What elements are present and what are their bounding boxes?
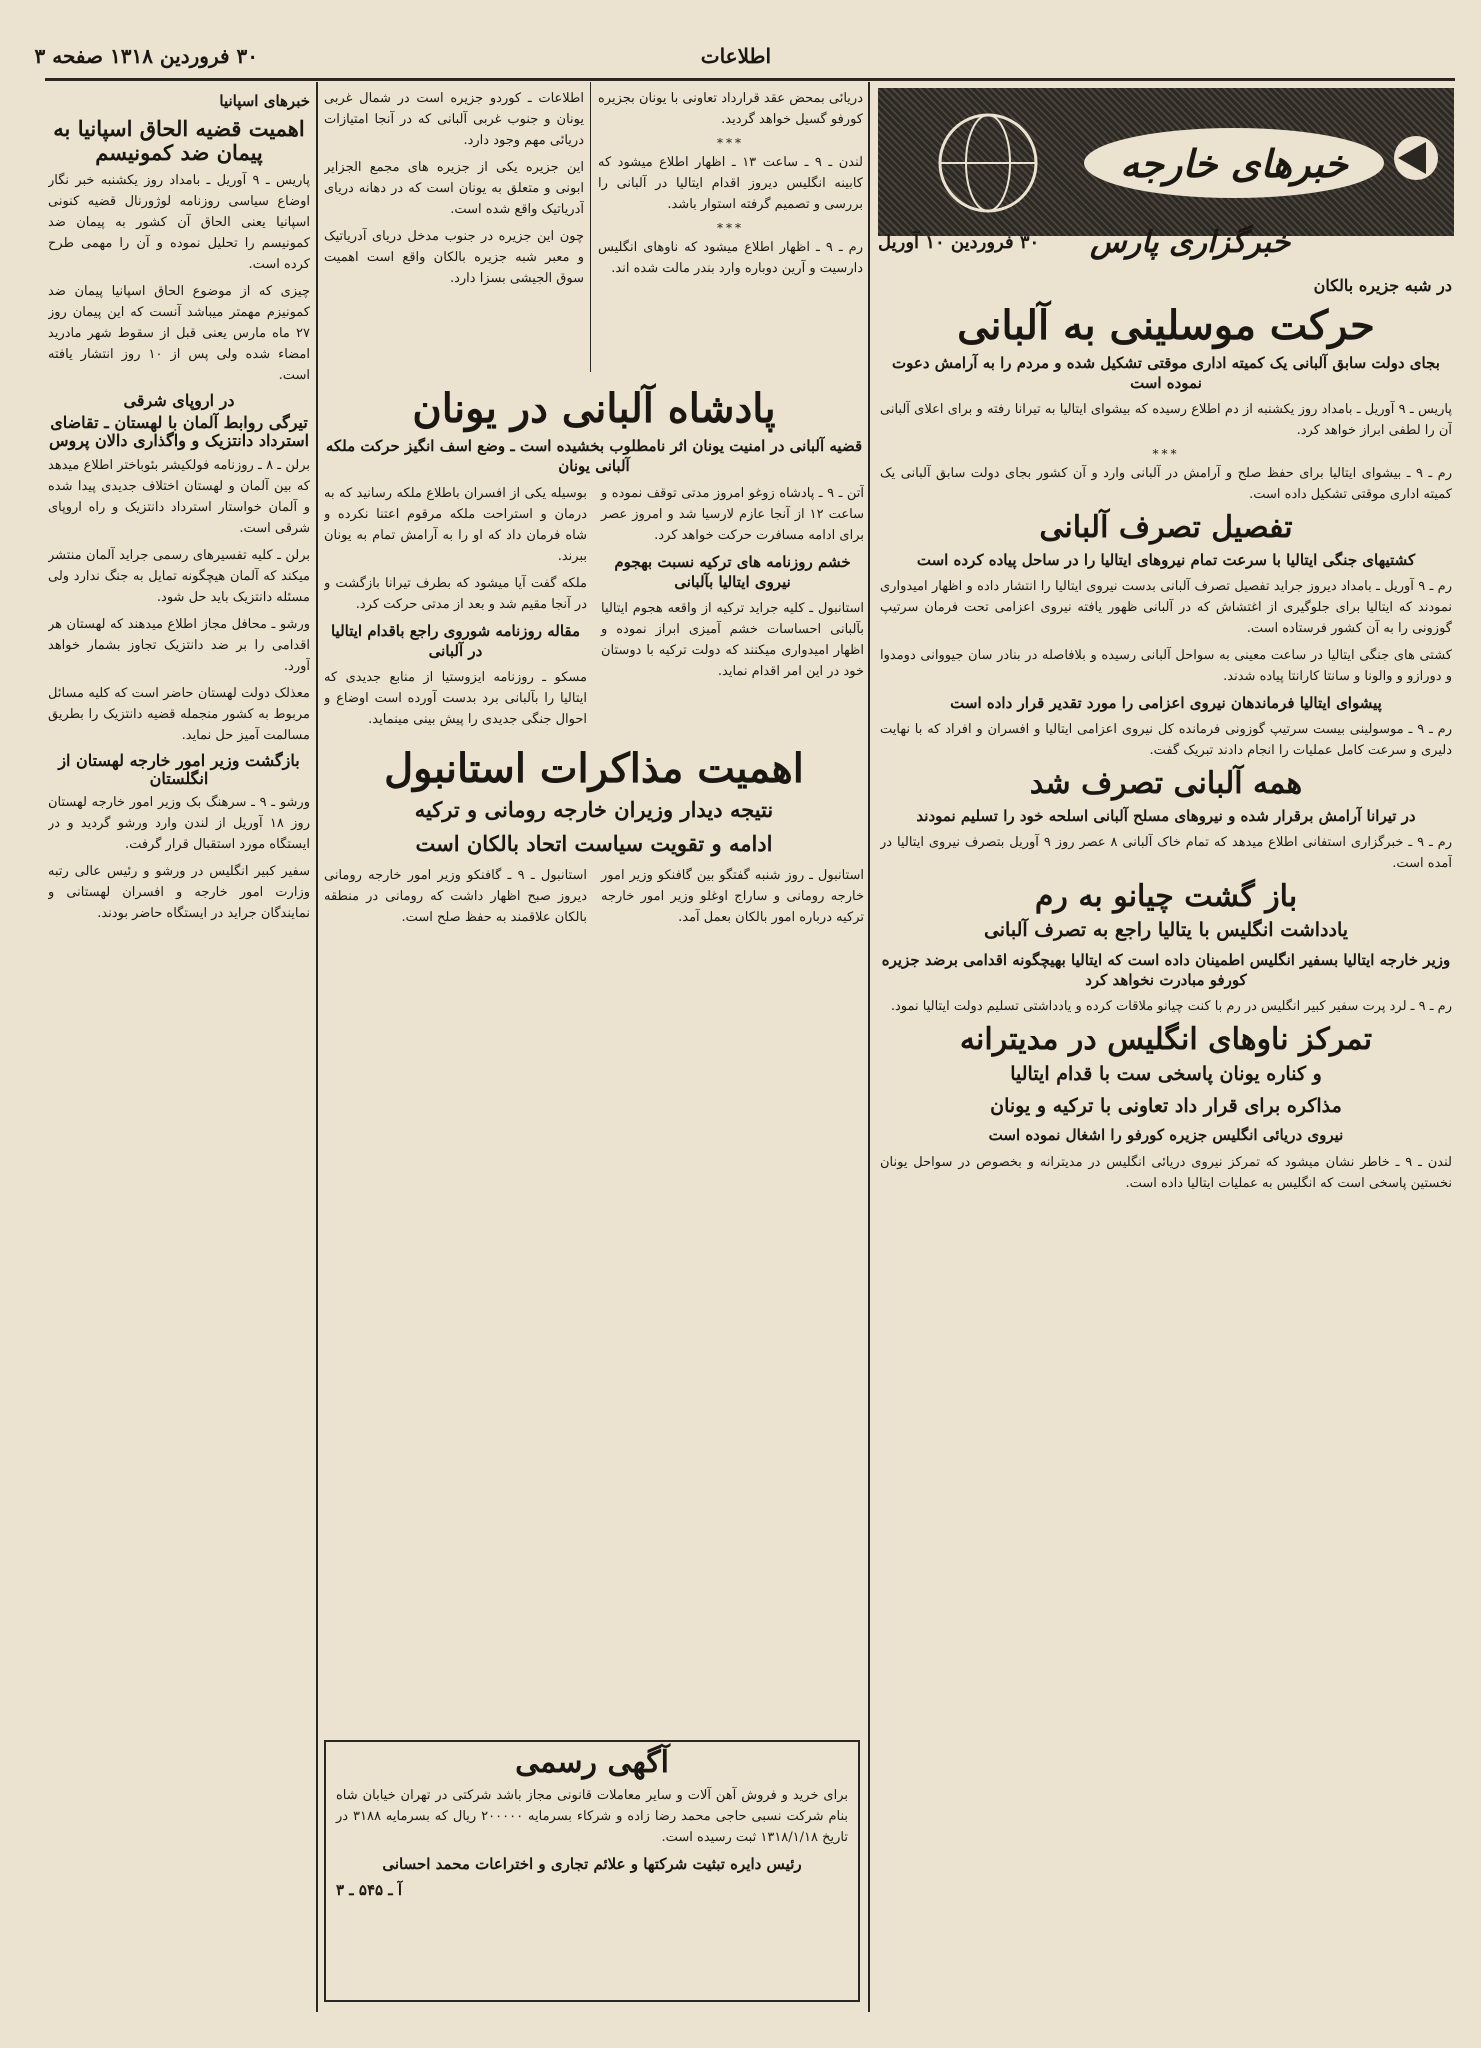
article-paragraph: ورشو ـ ۹ ـ سرهنگ بک وزیر امور خارجه لهستان روز ۱۸ آوریل از لندن وارد ورشو گردید و در ایستگاه مورد استقبال قرار گرفت.: [48, 795, 310, 853]
article-paragraph: کشتی های جنگی ایتالیا در ساعت معینی به سواحل آلبانی رسیده و بلافاصله در بنادر سان جیووانی دومدوا و دورازو و والونا و سانتا کارانتا پیاده شدند.: [880, 647, 1452, 684]
article-paragraph: آتن ـ ۹ ـ پادشاه زوغو امروز مدتی توقف نموده و ساعت ۱۲ از آنجا عازم لارسیا شد و امروز عصر برای ادامه مسافرت حرکت خواهد کرد.: [601, 485, 864, 543]
article-paragraph: برلن ـ ۸ ـ روزنامه فولکیشر بئوباختر اطلاع میدهد که بین آلمان و لهستان اختلاف جدیدی پیدا شده و آلمان خواستار استرداد دانتزیک و راه اروپای شرقی است.: [48, 457, 310, 536]
notice-title: آگهی رسمی: [515, 1745, 669, 1780]
separator: ***: [717, 221, 744, 235]
official-notice: [324, 1740, 860, 2002]
article-paragraph: ورشو ـ محافل مجاز اطلاع میدهند که لهستان هر اقدامی را بر ضد دانتزیک تجاوز بشمار خواهد آورد.: [48, 616, 310, 674]
subhead: و کناره یونان پاسخی ست با قدام ایتالیا: [1010, 1062, 1322, 1085]
page-label: صفحه ۳: [34, 44, 103, 68]
article-paragraph: چون این جزیره در جنوب مدخل دریای آدریاتیک و معبر شبه جزیره بالکان واقع است اهمیت سوق الجیشی بسزا دارد.: [324, 229, 584, 286]
headline-istanbul-talks: اهمیت مذاکرات استانبول: [384, 745, 804, 792]
notice-signature: رئیس دایره تبثیت شرکتها و علائم تجاری و اختراعات محمد احسانی: [382, 1854, 802, 1873]
column-left: [48, 88, 310, 2008]
article-paragraph: ملکه گفت آیا میشود که بطرف تیرانا بازگشت و در آنجا مقیم شد و بعد از مدتی حرکت کرد.: [324, 575, 587, 612]
article-paragraph: لندن ـ ۹ ـ ساعت ۱۳ ـ اظهار اطلاع میشود که کابینه انگلیس دیروز اقدام ایتالیا در آلبانی را بررسی و تصمیم گرفته استوار باشد.: [598, 155, 863, 212]
middle-col-right: [601, 483, 864, 737]
kicker-eastern-europe: در اروپای شرقی: [123, 390, 235, 410]
agency-name: خبرگزاری پارس: [1090, 225, 1291, 260]
separator: ***: [717, 136, 744, 150]
article-paragraph: رم ـ ۹ ـ بیشوای ایتالیا برای حفظ صلح و آرامش در آلبانی وارد و آن کشور بجای دولت سابق آلبانی یک کمیته اداری موقتی تشکیل داده است.: [880, 466, 1452, 503]
subhead: وزیر خارجه ایتالیا بسفیر انگلیس اطمینان داده است که ایتالیا بهیچگونه اقدامی برضد جزیره کورفو مبادرت نخواهد کرد: [881, 950, 1451, 990]
article-paragraph: سفیر کبیر انگلیس در ورشو و رئیس عالی رتبه وزارت امور خارجه و افسران لهستانی و نمایندگان جراید در ایستگاه حاضر بودند.: [48, 864, 310, 922]
kicker: در شبه جزیره بالکان: [1313, 276, 1452, 295]
article-paragraph: چیزی که از موضوع الحاق اسپانیا پیمان ضد کمونیزم مهمتر میباشد آنست که این پیمان روز ۲۷ ماه مارس یعنی قبل از سقوط شهر مادرید امضاء شده ولی پس از ۱۰ روز انتشار یافته است.: [48, 283, 310, 383]
subhead: خشم روزنامه های ترکیه نسبت بهجوم نیروی ایتالیا بآلبانی: [614, 552, 851, 591]
subhead: در تیرانا آرامش برقرار شده و نیروهای مسلح آلبانی اسلحه خود را تسلیم نمودند: [916, 806, 1416, 825]
article-paragraph: برلن ـ کلیه تفسیرهای رسمی جراید آلمان منتشر میکند که آلمان هیچگونه تمایل به جنگ ندارد ولی مسئله دانتزیک باید حل شود.: [48, 547, 310, 605]
headline-albanian-king: پادشاه آلبانی در یونان: [412, 385, 776, 432]
article-paragraph: استانبول ـ روز شنبه گفتگو بین گافنکو وزیر امور خارجه رومانی و ساراج اوغلو وزیر امور خارجه ترکیه درباره امور بالکان بعمل آمد.: [601, 867, 864, 925]
subhead: نتیجه دیدار وزیران خارجه رومانی و ترکیه: [414, 797, 774, 822]
article-paragraph: پاریس ـ ۹ آوریل ـ بامداد روز یکشنبه خبر نگار اوضاع سیاسی روزنامه لوژورنال قضیه کنونی اسپانیا یعنی الحاق آن کشور به پیمان ضد کمونیسم را تحلیل نموده و آن را مهمی طرح کرده است.: [48, 172, 310, 272]
column-corfu-news: [598, 88, 863, 373]
notice-ref: آ ـ ۵۴۵ ـ ۳: [336, 1880, 403, 1899]
article-paragraph: رم ـ ۹ ـ خبرگزاری استفانی اطلاع میدهد که تمام خاک آلبانی ۸ عصر روز ۹ آوریل بتصرف نیروی ایتالیا در آمده است.: [880, 834, 1452, 871]
notice-text: برای خرید و فروش آهن آلات و سایر معاملات قانونی مجاز باشد شرکتی در تهران خیابان شاه بنام شرکت نسبی حاجی محمد رضا زاده و شرکاء بسرمایه ۲۰۰۰۰۰ ریال که بسرمایه ۳۱۸۸ در تاریخ ۱۳۱۸/۱/۱۸ ثبت رسیده است.: [336, 1787, 848, 1845]
article-paragraph: استانبول ـ کلیه جراید ترکیه از واقعه هجوم ایتالیا بآلبانی احساسات خشم آمیزی ابراز نموده و اظهار امیدواری میکنند که دولت ترکیه با دوستان خود در این امر اقدام نماید.: [601, 601, 864, 679]
paper-name: اطلاعات: [700, 44, 771, 68]
column-right: [880, 272, 1452, 2012]
headline-albania-occupation: تفصیل تصرف آلبانی: [1039, 510, 1293, 546]
column-divider: [590, 82, 591, 372]
subhead: مقاله روزنامه شوروی راجع باقدام ایتالیا در آلبانی: [330, 621, 581, 660]
subhead: پیشوای ایتالیا فرماندهان نیروی اعزامی را مورد تقدیر قرار داده است: [950, 693, 1382, 712]
agency-date: ۳۰ فروردین ۱۰ آوریل: [878, 232, 1040, 253]
headline-british-fleet: تمرکز ناوهای انگلیس در مدیترانه: [959, 1022, 1373, 1058]
column-divider: [316, 82, 318, 2012]
article-paragraph: این جزیره یکی از جزیره های مجمع الجزایر ابونی و متعلق به یونان است که در دهانه دریای آدریاتیک واقع شده است.: [324, 160, 584, 217]
column-divider: [868, 82, 870, 2012]
foreign-news-masthead: [878, 88, 1454, 236]
subhead: نیروی دریائی انگلیس جزیره کورفو را اشغال نموده است: [988, 1126, 1344, 1145]
article-paragraph: پاریس ـ ۹ آوریل ـ بامداد روز یکشنبه از دم اطلاع رسیده که بیشوای ایتالیا به تیرانا رفته و برای اعلای آلبانی آن را لطفی ابراز خواهد کرد.: [880, 402, 1452, 439]
subhead: کشتیهای جنگی ایتالیا با سرعت تمام نیروهای ایتالیا را در ساحل پیاده کرده است: [916, 550, 1416, 569]
middle-col-left: [324, 483, 587, 737]
headline-all-albania: همه آلبانی تصرف شد: [1029, 766, 1303, 802]
masthead-title: خبرهای خارجه: [1120, 140, 1348, 186]
article-paragraph: بوسیله یکی از افسران باطلاع ملکه رسانید که به درمان و استراحت ملکه مرقوم اعتنا نکرده و شاه فرمان داد که او را به آرامش تمام به یونان ببرند.: [324, 485, 587, 564]
article-paragraph: لندن ـ ۹ ـ خاطر نشان میشود که تمرکز نیروی دریائی انگلیس در مدیترانه و بخصوص در سواحل یونان نخستین پاسخی است که انگلیس به عملیات ایتالیا داده است.: [880, 1154, 1452, 1191]
header-rule: [45, 78, 1455, 81]
column-corfu-info: [324, 88, 584, 373]
middle-columns: [324, 483, 864, 737]
kicker: خبرهای اسپانیا: [219, 92, 310, 110]
issue-date: ۳۰ فروردین ۱۳۱۸: [110, 44, 258, 68]
gramophone-icon: [1386, 128, 1446, 188]
headline-spain: اهمیت قضیه الحاق اسپانیا به پیمان ضد کمونیسم: [53, 116, 305, 166]
article-paragraph: استانبول ـ ۹ ـ گافنکو وزیر امور خارجه رومانی دیروز صبح اظهار داشت که رومانی در منطقه بالکان علاقمند به حفظ صلح است.: [324, 867, 587, 925]
subhead: قضیه آلبانی در امنیت یونان اثر نامطلوب بخشیده است ـ وضع اسف انگیز حرکت ملکه آلبانی یونان: [325, 437, 863, 476]
separator: ***: [1152, 447, 1180, 462]
middle-block: [324, 382, 864, 1432]
article-paragraph: اطلاعات ـ کوردو جزیره است در شمال غربی یونان و جنوب غربی آلبانی که در آنجا امتیازات دریائی مهم وجود دارد.: [324, 91, 584, 148]
masthead-banner: [1084, 128, 1384, 198]
article-paragraph: معذلک دولت لهستان حاضر است که کلیه مسائل مربوط به کشور منجمله قضیه دانتزیک را بطریق مسالمت آمیز حل نماید.: [48, 685, 310, 743]
article-paragraph: رم ـ ۹ ـ موسولینی بیست سرتیپ گوزونی فرمانده کل نیروی اعزامی ایتالیا و افسران و افراد که با نهایت دلیری و سرعت کامل عملیات را انجام دادند تبریک گفت.: [880, 722, 1452, 759]
subhead: یادداشت انگلیس با یتالیا راجع به تصرف آلبانی: [983, 919, 1349, 942]
headline-germany-poland: تیرگی روابط آلمان با لهستان ـ تقاضای استرداد دانتزیک و واگذاری دالان پروس: [48, 412, 310, 451]
subhead: ادامه و تقویت سیاست اتحاد بالکان است: [415, 831, 773, 857]
article-paragraph: رم ـ ۹ ـ لرد پرت سفیر کبیر انگلیس در رم با کنت چیانو ملاقات کرده و یادداشتی تسلیم دولت ایتالیا نمود.: [890, 999, 1452, 1015]
subhead: بجای دولت سابق آلبانی یک کمیته اداری موقتی تشکیل شده و مردم را به آرامش دعوت نموده است: [892, 353, 1440, 392]
article-paragraph: رم ـ ۹ ـ اظهار اطلاع میشود که ناوهای انگلیس دارسیت و آرین دوباره وارد بندر مالت شده اند.: [598, 240, 863, 276]
article-paragraph: دریائی بمحض عقد قرارداد تعاونی با یونان بجزیره کورفو گسیل خواهد گردید.: [598, 91, 863, 127]
article-paragraph: مسکو ـ روزنامه ایزوستیا از منابع جدیدی که ایتالیا را بآلبانی برد بدست آورده است اوضاع و احوال جنگی جدیدی را پیش بینی مینماید.: [324, 670, 587, 727]
headline-beck-return: بازگشت وزیر امور خارجه لهستان از انگلستان: [58, 750, 300, 789]
headline-mussolini: حرکت موسلینی به آلبانی: [957, 301, 1375, 349]
headline-ciano-return: باز گشت چیانو به رم: [1034, 878, 1298, 914]
article-paragraph: رم ـ ۹ آوریل ـ بامداد دیروز جراید تفصیل تصرف آلبانی بدست نیروی ایتالیا را انتشار داده و اظهار امیدواری نمودند که ایتالیا برای جلوگیری از اغتشاش که در آلبانی ظهور یافته نیروی اعزامی تحت فرمان سرتیپ گوزونی را به آن کشور فرستاده است.: [880, 578, 1452, 636]
globe-icon: [933, 108, 1043, 218]
istanbul-columns: [324, 865, 864, 934]
subhead: مذاکره برای قرار داد تعاونی با ترکیه و یونان: [990, 1094, 1342, 1117]
